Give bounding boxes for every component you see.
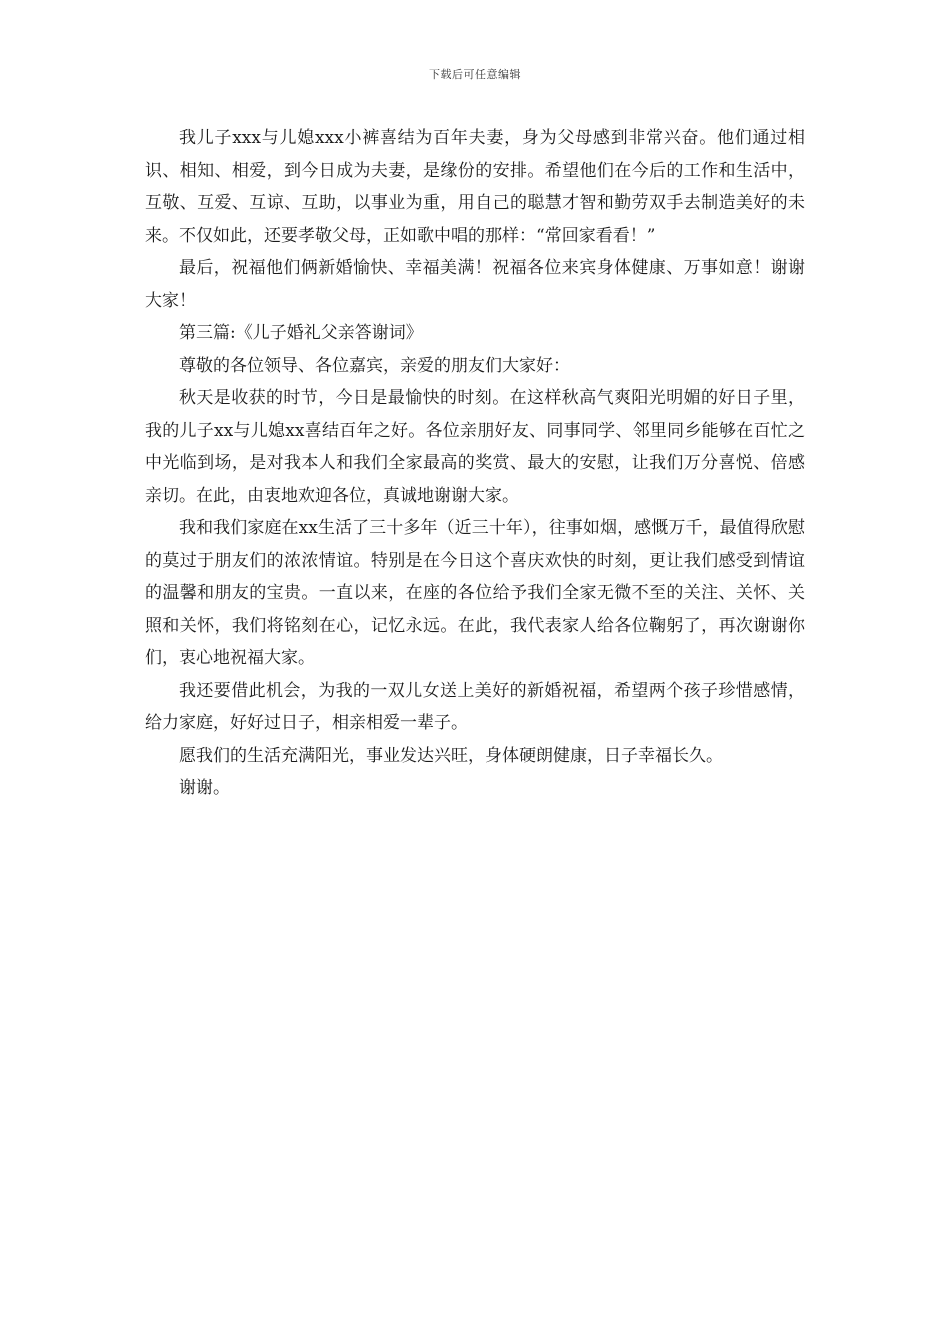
document-body — [145, 122, 805, 805]
closing: 谢谢。 — [179, 778, 230, 798]
salutation: 尊敬的各位领导、各位嘉宾，亲爱的朋友们大家好： — [179, 355, 570, 376]
paragraph-5: 我还要借此机会，为我的一双儿女送上美好的新婚祝福，希望两个孩子珍惜感情，给力家庭，好好过日子，相亲相爱一辈子。 — [145, 680, 805, 733]
paragraph-3: 秋天是收获的时节，今日是最愉快的时刻。在这样秋高气爽阳光明媚的好日子里，我的儿子xx与儿媳xx喜结百年之好。各位亲朋好友、同事同学、邻里同乡能够在百忙之中光临到场，是对我本人和我们全家最高的奖赏、最大的安慰，让我们万分喜悦、倍感亲切。在此，由衷地欢迎各位，真诚地谢谢大家。 — [145, 388, 805, 506]
paragraph-4: 我和我们家庭在xx生活了三十多年（近三十年），往事如烟，感慨万千，最值得欣慰的莫过于朋友们的浓浓情谊。特别是在今日这个喜庆欢快的时刻，更让我们感受到情谊的温馨和朋友的宝贵。一直以来，在座的各位给予我们全家无微不至的关注、关怀、关照和关怀，我们将铭刻在心，记忆永远。在此，我代表家人给各位鞠躬了，再次谢谢你们，衷心地祝福大家。 — [145, 518, 805, 668]
paragraph-1: 我儿子xxx与儿媳xxx小裤喜结为百年夫妻，身为父母感到非常兴奋。他们通过相识、相知、相爱，到今日成为夫妻，是缘份的安排。希望他们在今后的工作和生活中，互敬、互爱、互谅、互助，以事业为重，用自己的聪慧才智和勤劳双手去制造美好的未来。不仅如此，还要孝敬父母，正如歌中唱的那样：“常回家看看！” — [145, 128, 805, 246]
paragraph-6: 愿我们的生活充满阳光，事业发达兴旺，身体硬朗健康，日子幸福长久。 — [179, 745, 723, 766]
section-title: 第三篇:《儿子婚礼父亲答谢词》 — [179, 323, 423, 343]
page-header: 下载后可任意编辑 — [429, 68, 521, 81]
paragraph-2: 最后，祝福他们俩新婚愉快、幸福美满！祝福各位来宾身体健康、万事如意！谢谢大家！ — [145, 258, 805, 311]
